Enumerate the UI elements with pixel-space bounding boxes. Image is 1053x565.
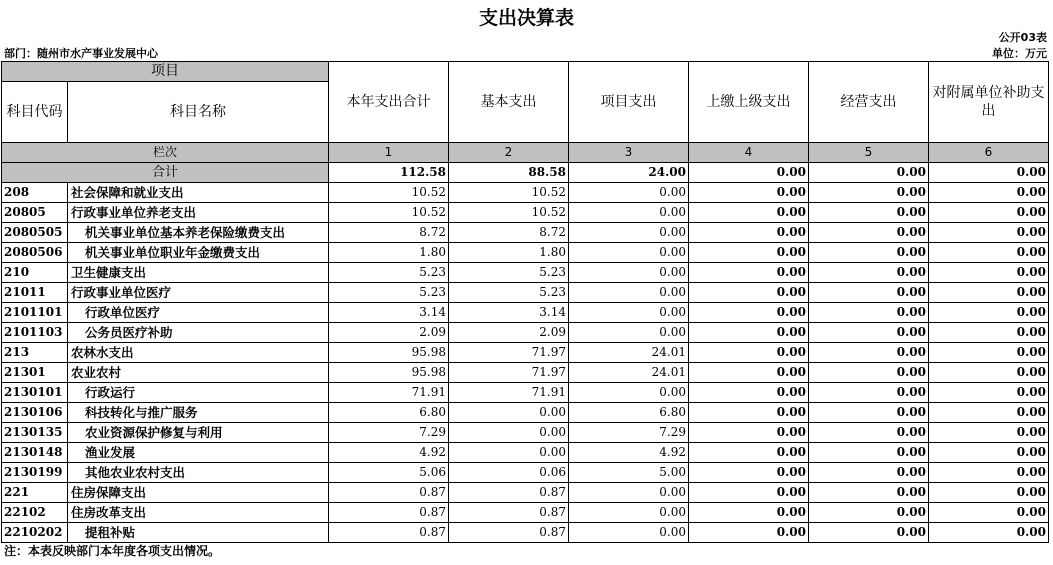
amount-cell: 0.00 [929, 443, 1049, 463]
subject-code: 2080505 [2, 223, 68, 243]
amount-cell: 0.00 [929, 503, 1049, 523]
form-number: 公开03表 [998, 31, 1047, 44]
subject-name: 农业资源保护修复与利用 [68, 423, 329, 443]
subject-code: 2101103 [2, 323, 68, 343]
amount-cell: 24.01 [569, 363, 689, 383]
subject-code: 2130148 [2, 443, 68, 463]
subject-code: 2130101 [2, 383, 68, 403]
column-number-label: 栏次 [2, 143, 329, 163]
amount-cell: 0.00 [809, 523, 929, 543]
amount-cell: 0.00 [689, 503, 809, 523]
report-title: 支出决算表 [478, 7, 574, 29]
amount-cell: 0.00 [689, 463, 809, 483]
subject-name: 农业农村 [68, 363, 329, 383]
amount-cell: 0.00 [689, 363, 809, 383]
amount-cell: 0.00 [929, 183, 1049, 203]
amount-cell: 0.00 [929, 243, 1049, 263]
amount-cell: 0.00 [689, 523, 809, 543]
table-row [2, 423, 1049, 443]
subject-name: 机关事业单位职业年金缴费支出 [68, 243, 329, 263]
subject-name: 科技转化与推广服务 [68, 403, 329, 423]
header-item-group: 项目 [2, 62, 329, 82]
subject-code: 20805 [2, 203, 68, 223]
table-row [2, 203, 1049, 223]
header-col-basic: 基本支出 [449, 62, 569, 143]
amount-cell: 24.01 [569, 343, 689, 363]
amount-cell: 1.80 [449, 243, 569, 263]
amount-cell: 0.00 [689, 203, 809, 223]
amount-cell: 0.00 [689, 263, 809, 283]
amount-cell: 0.00 [569, 263, 689, 283]
table-row [2, 363, 1049, 383]
amount-cell: 0.00 [809, 363, 929, 383]
amount-cell: 5.23 [329, 263, 449, 283]
amount-cell: 0.00 [929, 323, 1049, 343]
amount-cell: 0.00 [569, 283, 689, 303]
amount-cell: 7.29 [569, 423, 689, 443]
amount-cell: 0.00 [929, 223, 1049, 243]
amount-cell: 0.00 [809, 463, 929, 483]
header-col-total: 本年支出合计 [329, 62, 449, 143]
amount-cell: 0.00 [929, 523, 1049, 543]
total-value: 0.00 [689, 163, 809, 183]
amount-cell: 71.97 [449, 363, 569, 383]
amount-cell: 6.80 [329, 403, 449, 423]
table-row [2, 383, 1049, 403]
amount-cell: 3.14 [449, 303, 569, 323]
amount-cell: 0.00 [809, 243, 929, 263]
header-col-remit: 上缴上级支出 [689, 62, 809, 143]
column-number: 4 [689, 143, 809, 163]
amount-cell: 0.00 [929, 463, 1049, 483]
header-name: 科目名称 [68, 82, 329, 143]
amount-cell: 0.00 [449, 423, 569, 443]
amount-cell: 4.92 [569, 443, 689, 463]
amount-cell: 0.00 [809, 303, 929, 323]
table-row [2, 303, 1049, 323]
subject-code: 2130106 [2, 403, 68, 423]
subject-name: 住房保障支出 [68, 483, 329, 503]
amount-cell: 0.00 [689, 383, 809, 403]
subject-code: 2080506 [2, 243, 68, 263]
subject-name: 机关事业单位基本养老保险缴费支出 [68, 223, 329, 243]
table-row [2, 523, 1049, 543]
amount-cell: 0.00 [689, 243, 809, 263]
amount-cell: 2.09 [329, 323, 449, 343]
subject-name: 行政运行 [68, 383, 329, 403]
table-row [2, 483, 1049, 503]
header-col-subsidy: 对附属单位补助支出 [929, 62, 1049, 143]
table-row [2, 403, 1049, 423]
amount-cell: 3.14 [329, 303, 449, 323]
amount-cell: 0.00 [689, 483, 809, 503]
table-row [2, 343, 1049, 363]
amount-cell: 7.29 [329, 423, 449, 443]
amount-cell: 0.00 [569, 523, 689, 543]
subject-code: 213 [2, 343, 68, 363]
amount-cell: 0.00 [689, 283, 809, 303]
subject-name: 社会保障和就业支出 [68, 183, 329, 203]
amount-cell: 0.00 [569, 303, 689, 323]
amount-cell: 0.87 [329, 503, 449, 523]
department-label: 部门：随州市水产事业发展中心 [4, 47, 158, 60]
amount-cell: 0.00 [809, 423, 929, 443]
amount-cell: 95.98 [329, 343, 449, 363]
amount-cell: 0.00 [569, 503, 689, 523]
table-row [2, 183, 1049, 203]
amount-cell: 0.00 [689, 323, 809, 343]
subject-name: 行政事业单位养老支出 [68, 203, 329, 223]
subject-name: 渔业发展 [68, 443, 329, 463]
amount-cell: 0.00 [809, 503, 929, 523]
amount-cell: 0.00 [809, 263, 929, 283]
total-value: 112.58 [329, 163, 449, 183]
amount-cell: 0.00 [929, 363, 1049, 383]
subject-code: 21011 [2, 283, 68, 303]
amount-cell: 10.52 [449, 203, 569, 223]
amount-cell: 0.00 [569, 183, 689, 203]
amount-cell: 0.00 [689, 223, 809, 243]
amount-cell: 8.72 [329, 223, 449, 243]
amount-cell: 0.00 [569, 383, 689, 403]
amount-cell: 0.00 [569, 323, 689, 343]
amount-cell: 0.00 [809, 343, 929, 363]
subject-name: 行政事业单位医疗 [68, 283, 329, 303]
amount-cell: 0.00 [929, 303, 1049, 323]
table-row [2, 463, 1049, 483]
amount-cell: 0.87 [449, 523, 569, 543]
amount-cell: 0.00 [689, 343, 809, 363]
amount-cell: 10.52 [329, 183, 449, 203]
amount-cell: 0.00 [929, 403, 1049, 423]
amount-cell: 0.00 [449, 443, 569, 463]
amount-cell: 0.87 [449, 483, 569, 503]
amount-cell: 0.00 [689, 303, 809, 323]
amount-cell: 5.23 [329, 283, 449, 303]
amount-cell: 0.00 [809, 283, 929, 303]
amount-cell: 71.97 [449, 343, 569, 363]
amount-cell: 1.80 [329, 243, 449, 263]
amount-cell: 0.00 [689, 443, 809, 463]
subject-name: 住房改革支出 [68, 503, 329, 523]
table-row [2, 263, 1049, 283]
amount-cell: 0.00 [689, 403, 809, 423]
column-number: 3 [569, 143, 689, 163]
column-number: 1 [329, 143, 449, 163]
amount-cell: 0.00 [569, 203, 689, 223]
subject-name: 其他农业农村支出 [68, 463, 329, 483]
amount-cell: 0.00 [929, 343, 1049, 363]
amount-cell: 5.06 [329, 463, 449, 483]
amount-cell: 0.00 [809, 443, 929, 463]
amount-cell: 0.00 [689, 183, 809, 203]
subject-name: 行政单位医疗 [68, 303, 329, 323]
subject-code: 2130199 [2, 463, 68, 483]
table-row [2, 503, 1049, 523]
amount-cell: 0.87 [329, 523, 449, 543]
table-row [2, 443, 1049, 463]
column-number: 2 [449, 143, 569, 163]
subject-code: 2130135 [2, 423, 68, 443]
header-code: 科目代码 [2, 82, 68, 143]
amount-cell: 0.00 [929, 263, 1049, 283]
amount-cell: 0.00 [809, 223, 929, 243]
table-row [2, 223, 1049, 243]
table-row [2, 283, 1049, 303]
total-row [2, 163, 1049, 183]
amount-cell: 71.91 [329, 383, 449, 403]
amount-cell: 0.00 [809, 383, 929, 403]
table-row [2, 323, 1049, 343]
total-value: 0.00 [929, 163, 1049, 183]
amount-cell: 5.00 [569, 463, 689, 483]
total-value: 0.00 [809, 163, 929, 183]
amount-cell: 10.52 [329, 203, 449, 223]
amount-cell: 0.00 [929, 483, 1049, 503]
amount-cell: 0.00 [929, 383, 1049, 403]
amount-cell: 0.06 [449, 463, 569, 483]
amount-cell: 0.00 [569, 243, 689, 263]
amount-cell: 0.00 [929, 423, 1049, 443]
subject-name: 公务员医疗补助 [68, 323, 329, 343]
amount-cell: 95.98 [329, 363, 449, 383]
amount-cell: 6.80 [569, 403, 689, 423]
subject-code: 2101101 [2, 303, 68, 323]
subject-code: 22102 [2, 503, 68, 523]
subject-code: 210 [2, 263, 68, 283]
column-number: 5 [809, 143, 929, 163]
subject-name: 农林水支出 [68, 343, 329, 363]
amount-cell: 8.72 [449, 223, 569, 243]
amount-cell: 4.92 [329, 443, 449, 463]
amount-cell: 71.91 [449, 383, 569, 403]
footnote: 注：本表反映部门本年度各项支出情况。 [4, 544, 221, 558]
amount-cell: 0.00 [569, 483, 689, 503]
subject-name: 卫生健康支出 [68, 263, 329, 283]
subject-name: 提租补贴 [68, 523, 329, 543]
amount-cell: 0.00 [929, 283, 1049, 303]
header-col-operating: 经营支出 [809, 62, 929, 143]
total-value: 88.58 [449, 163, 569, 183]
subject-code: 208 [2, 183, 68, 203]
amount-cell: 0.87 [449, 503, 569, 523]
amount-cell: 0.00 [809, 483, 929, 503]
column-number: 6 [929, 143, 1049, 163]
amount-cell: 0.00 [809, 403, 929, 423]
unit-label: 单位：万元 [992, 47, 1047, 60]
total-value: 24.00 [569, 163, 689, 183]
amount-cell: 0.00 [809, 183, 929, 203]
amount-cell: 2.09 [449, 323, 569, 343]
total-label: 合计 [2, 163, 329, 183]
subject-code: 221 [2, 483, 68, 503]
table-row [2, 243, 1049, 263]
amount-cell: 0.00 [809, 323, 929, 343]
amount-cell: 0.00 [689, 423, 809, 443]
amount-cell: 0.00 [929, 203, 1049, 223]
amount-cell: 5.23 [449, 263, 569, 283]
amount-cell: 0.00 [809, 203, 929, 223]
amount-cell: 0.00 [449, 403, 569, 423]
amount-cell: 0.00 [569, 223, 689, 243]
amount-cell: 10.52 [449, 183, 569, 203]
subject-code: 2210202 [2, 523, 68, 543]
subject-code: 21301 [2, 363, 68, 383]
amount-cell: 0.87 [329, 483, 449, 503]
header-col-project: 项目支出 [569, 62, 689, 143]
expenditure-table [1, 61, 1049, 543]
amount-cell: 5.23 [449, 283, 569, 303]
